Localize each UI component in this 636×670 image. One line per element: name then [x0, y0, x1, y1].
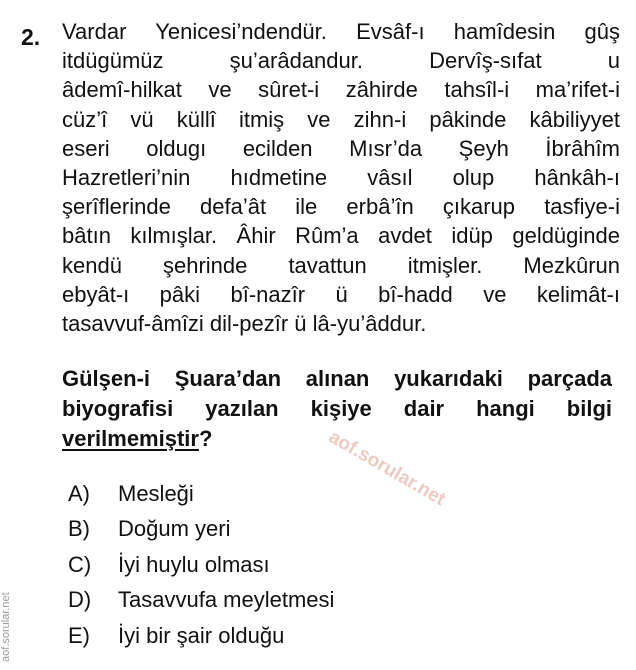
option-b[interactable] — [68, 512, 334, 548]
prompt-question-mark: ? — [198, 426, 213, 451]
question-number: 2. — [21, 24, 41, 50]
side-watermark: aof.sorular.net — [0, 592, 12, 662]
option-text: Doğum yeri — [118, 516, 231, 542]
passage-line: şerîflerinde defa’ât ile erbâ’în çıkarup tasfiye-i — [62, 194, 620, 220]
prompt-line: Gülşen-i Şuara’dan alınan yukarıdaki parçada — [62, 366, 612, 391]
passage-line: kendü şehrinde tavattun itmişler. Mezkûrun — [62, 252, 620, 278]
passage-line: eseri oldugı ecilden Mısr’da Şeyh İbrâhîm — [62, 135, 620, 161]
option-letter: A) — [68, 480, 90, 506]
prompt-line: biyografisi yazılan kişiye dair hangi bilgi — [62, 396, 612, 421]
option-letter: B) — [68, 516, 90, 542]
option-c[interactable] — [68, 547, 334, 583]
passage — [62, 17, 620, 338]
option-letter: E) — [68, 622, 90, 648]
option-text: İyi bir şair olduğu — [118, 622, 285, 648]
option-text: İyi huylu olması — [118, 551, 270, 577]
prompt-underlined-word: verilmemiştir — [62, 426, 199, 451]
option-letter: C) — [68, 551, 92, 577]
passage-line: Vardar Yenicesi’ndendür. Evsâf-ı hamîdesin gûş — [62, 19, 620, 44]
option-text: Mesleği — [118, 480, 194, 506]
passage-line: cüz’î vü küllî itmiş ve zihn-i pâkinde kâbiliyyet — [62, 106, 620, 132]
answer-options — [68, 476, 334, 654]
option-d[interactable] — [68, 583, 334, 619]
option-letter: D) — [68, 587, 92, 613]
passage-line: tasavvuf-âmîzi dil-pezîr ü lâ-yu’âddur. — [62, 310, 427, 336]
passage-line: itdügümüz şu’arâdandur. Dervîş-sıfat u — [62, 48, 620, 74]
passage-line: ebyât-ı pâki bî-nazîr ü bî-hadd ve kelimât-ı — [62, 281, 620, 307]
option-a[interactable] — [68, 476, 334, 512]
passage-line: âdemî-hilkat ve sûret-i zâhirde tahsîl-i ma’rifet-i — [62, 77, 620, 103]
option-e[interactable] — [68, 618, 334, 654]
diagonal-watermark: aof.sorular.net — [325, 426, 449, 511]
option-text: Tasavvufa meyletmesi — [118, 587, 335, 613]
passage-line: Hazretleri’nin hıdmetine vâsıl olup hânkâh-ı — [62, 164, 620, 190]
passage-line: bâtın kılmışlar. Âhir Rûm’a avdet idüp geldüginde — [62, 223, 620, 249]
